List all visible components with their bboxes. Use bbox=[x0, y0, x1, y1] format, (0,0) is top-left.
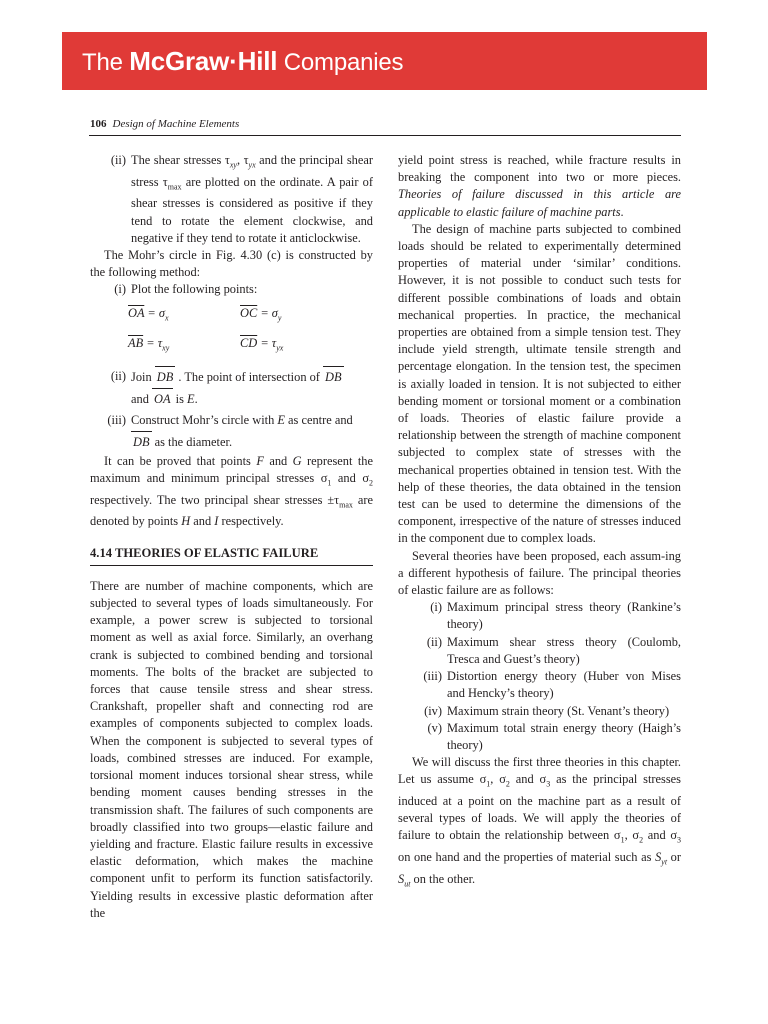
step-i: (i) Plot the following points: bbox=[114, 282, 258, 297]
logo-brand: McGraw·Hill bbox=[129, 46, 278, 76]
equation-row-1 bbox=[90, 305, 373, 327]
mohr-intro: The Mohr’s circle in Fig. 4.30 (c) is constructed by the following method: bbox=[90, 247, 373, 280]
proof-paragraph: It can be proved that points F and G represent the maximum and minimum principal stresses $\sigma_1$ and $\sigma_2$ respectively. The two principal shear stresses $\pm\tau_{max}$ are denoted by points H and I respectively. bbox=[90, 453, 373, 529]
section-heading: 4.14 THEORIES OF ELASTIC FAILURE bbox=[90, 545, 373, 566]
theory-item: (ii) Maximum shear stress theory (Coulomb, Tresca and Guest’s theory) bbox=[426, 634, 681, 666]
theory-item: (iv) Maximum strain theory (St. Venant’s theory) bbox=[424, 703, 670, 718]
paragraph-3: Several theories have been proposed, each assum-ing a different hypothesis of failure. The principal theories of elastic failure are as follows: bbox=[398, 548, 681, 598]
step-iii: (iii) Construct Mohr’s circle with E as centre and DB as the diameter. bbox=[90, 410, 373, 453]
page-number: 106 bbox=[90, 118, 107, 130]
paragraph-1: yield point stress is reached, while fracture results in breaking the component into two or more pieces. Theories of failure discussed in this article are applicable to elastic failure of machine parts. bbox=[398, 153, 681, 219]
right-column bbox=[398, 152, 681, 892]
theory-item: (i) Maximum principal stress theory (Rankine’s theory) bbox=[430, 600, 681, 632]
equation-row-2 bbox=[90, 335, 373, 357]
header-rule bbox=[89, 135, 681, 136]
theory-item: (v) Maximum total strain energy theory (Haigh’s theory) bbox=[427, 720, 681, 752]
paragraph-2: The design of machine parts subjected to combined loads should be related to experimentally determined properties of material under ‘similar’ conditions. However, it is not possible to conduct such tests for different possible combinations of loads and obtain mechanical properties. In practice, the mechanical properties are obtained from a simple tension test. They include yield strength, ultimate tensile strength and percentage elongation. In the tension test, the specimen is axially loaded in tension. It is not subjected to either bending moment or torsional moment or a combination of loads. Theories of elastic failure provide a relationship between the strength of machine component subjected to complex state of stresses with the mechanical properties obtained in tension test. With the help of these theories, the data obtained in the tension test can be used to determine the dimensions of the component, irrespective of the nature of stresses induced in the component due to complex loads. bbox=[398, 221, 681, 546]
item-text: The shear stresses $\tau_{xy}$, $\tau_{yx}$ and the principal shear stress $\tau_{max}$ are plotted on the ordinate. A pair of shear stresses is considered as positive if they tend to rotate the element clockwise, and negative if they tend to rotate it anticlockwise. bbox=[131, 153, 373, 245]
logo-suffix: Companies bbox=[277, 49, 404, 76]
equation-oc: $\overline{OC} = \sigma_y$ bbox=[240, 305, 282, 323]
item-number: (ii) bbox=[110, 153, 126, 167]
publisher-logo bbox=[82, 46, 403, 77]
section-paragraph: There are number of machine components, which are subjected to several types of loads simultaneously. For example, a power screw is subjected to torsional moment as well as axial force. Similarly, an overhang crank is subjected to combined bending and torsional moments. The bolts of the bracket are subjected to forces that cause tensile stress and shear stress. Crankshaft, propeller shaft and connecting rod are examples of components subjected to complex loads. When the component is subjected to several types of loads, combined stresses are induced. For example, torsional moment induces torsional shear stress, while bending moment causes bending stresses in the transmission shaft. The failures of such components are broadly classified into two groups—elastic failure and yielding and fracture. Elastic failure results in excessive elastic deformation, which makes the machine component unfit to perform its function satisfactorily. Yielding results in excessive plastic deformation after the bbox=[90, 578, 373, 920]
equation-ab: $\overline{AB} = \tau_{xy}$ bbox=[128, 336, 170, 353]
book-title: Design of Machine Elements bbox=[112, 118, 240, 130]
equation-cd: $\overline{CD} = \tau_{yx}$ bbox=[240, 336, 284, 353]
step-ii: (ii) Join DB . The point of intersection of DB and OA is E. bbox=[90, 366, 373, 410]
publisher-banner bbox=[62, 32, 707, 90]
paragraph-4: We will discuss the first three theories in this chapter. Let us assume $\sigma_1$, $\sigma_2$ and $\sigma_3$ as the principal stresses induced at a point on the machine part as a result of several types of loads. We will apply the theories of failure to obtain the relationship between $\sigma_1$, $\sigma_2$ and $\sigma_3$ on one hand and the properties of material such as $S_{yt}$ or $S_{ut}$ on the other. bbox=[398, 755, 682, 889]
running-head bbox=[90, 118, 239, 130]
left-column bbox=[90, 152, 373, 922]
equation-oa: $\overline{OA} = \sigma_x$ bbox=[128, 305, 169, 323]
logo-prefix: The bbox=[82, 49, 130, 76]
theory-item: (iii) Distortion energy theory (Huber von Mises and Hencky’s theory) bbox=[423, 669, 681, 701]
list-item-ii bbox=[90, 152, 373, 247]
